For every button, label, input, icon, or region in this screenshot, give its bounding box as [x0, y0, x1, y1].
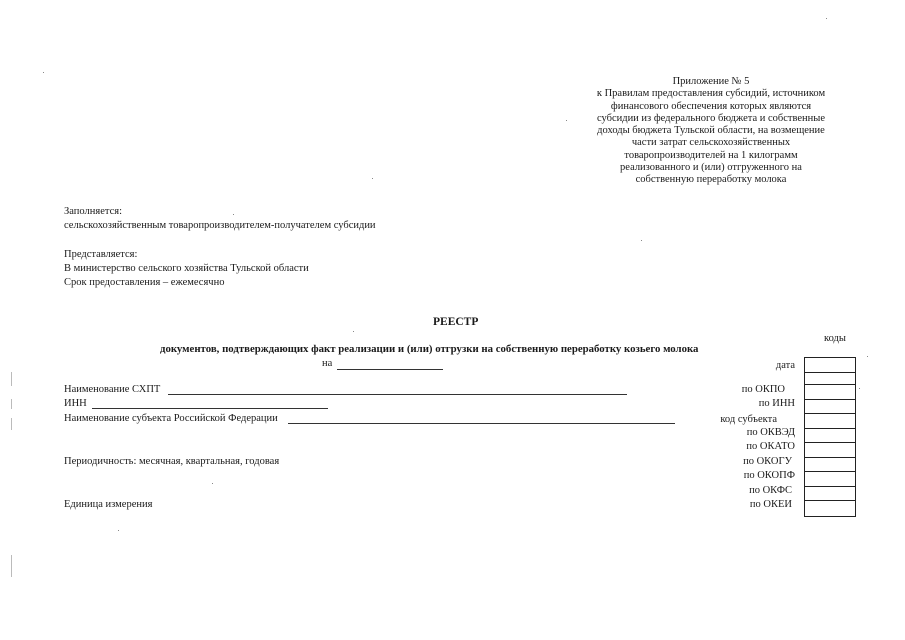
code-label-okei: по ОКЕИ	[749, 499, 792, 510]
codes-table	[804, 357, 856, 517]
code-cell-spacer	[805, 373, 855, 385]
scan-edge-mark	[11, 555, 12, 577]
code-label-okogu: по ОКОГУ	[743, 456, 792, 467]
codes-header: коды	[824, 333, 846, 344]
code-cell-okato[interactable]	[805, 443, 855, 458]
submitted-to: В министерство сельского хозяйства Тульской области	[64, 263, 309, 274]
appendix-line: доходы бюджета Тульской области, на возмещение	[597, 125, 825, 137]
code-label-okopf: по ОКОПФ	[743, 470, 795, 481]
scan-speck	[867, 356, 868, 357]
code-label-okpo: по ОКПО	[741, 384, 785, 395]
unit-label: Единица измерения	[64, 499, 153, 510]
code-cell-okei[interactable]	[805, 501, 855, 516]
scan-edge-mark	[11, 372, 12, 386]
scan-edge-mark	[11, 399, 12, 409]
code-cell-okfs[interactable]	[805, 487, 855, 502]
code-cell-okogu[interactable]	[805, 458, 855, 473]
register-title: РЕЕСТР	[433, 316, 479, 328]
submission-term: Срок предоставления – ежемесячно	[64, 277, 225, 288]
scan-speck	[353, 331, 354, 332]
scan-speck	[826, 18, 827, 19]
code-cell-date[interactable]	[805, 358, 855, 373]
scan-speck	[859, 388, 860, 389]
scan-speck	[641, 240, 642, 241]
appendix-line: собственную переработку молока	[635, 174, 787, 186]
code-label-date: дата	[775, 360, 795, 371]
submitted-label: Представляется:	[64, 249, 138, 260]
code-label-okved: по ОКВЭД	[746, 427, 795, 438]
appendix-note	[572, 76, 850, 187]
code-cell-subject[interactable]	[805, 414, 855, 429]
appendix-line: субсидии из федерального бюджета и собственные	[596, 112, 826, 124]
appendix-line: к Правилам предоставления субсидий, источником	[596, 88, 826, 100]
field-name-line[interactable]	[168, 394, 627, 395]
field-name-label: Наименование СХПТ	[64, 384, 161, 395]
code-label-okfs: по ОКФС	[749, 485, 792, 496]
scan-speck	[212, 483, 213, 484]
appendix-line: товаропроизводителей на 1 килограмм	[624, 149, 798, 161]
scan-speck	[43, 72, 44, 73]
field-inn-line[interactable]	[92, 408, 328, 409]
scan-speck	[118, 530, 119, 531]
on-date-line	[337, 369, 443, 370]
field-region-line[interactable]	[288, 423, 675, 424]
appendix-line: Приложение № 5	[672, 76, 750, 87]
scan-speck	[233, 214, 234, 215]
field-inn-label: ИНН	[64, 398, 87, 409]
code-cell-inn[interactable]	[805, 400, 855, 415]
scan-speck	[566, 120, 567, 121]
register-subtitle: документов, подтверждающих факт реализации и (или) отгрузки на собственную переработку козьего молока	[160, 343, 699, 355]
code-cell-okpo[interactable]	[805, 385, 855, 400]
appendix-line: части затрат сельскохозяйственных	[631, 137, 791, 149]
periodicity-label: Периодичность: месячная, квартальная, годовая	[64, 456, 280, 467]
on-date-label: на	[322, 358, 333, 369]
field-region-label: Наименование субъекта Российской Федерации	[64, 413, 278, 424]
appendix-line: финансового обеспечения которых являются	[610, 100, 812, 112]
scan-speck	[372, 178, 373, 179]
scan-edge-mark	[11, 418, 12, 430]
appendix-line: реализованного и (или) отгруженного на	[620, 162, 802, 174]
code-label-inn: по ИНН	[758, 398, 795, 409]
filled-by-label: Заполняется:	[64, 206, 122, 217]
code-cell-okved[interactable]	[805, 429, 855, 444]
code-cell-okopf[interactable]	[805, 472, 855, 487]
filled-by-value: сельскохозяйственным товаропроизводителем-получателем субсидии	[64, 220, 376, 231]
code-label-okato: по ОКАТО	[746, 441, 795, 452]
code-label-subject: код субъекта	[720, 414, 777, 425]
